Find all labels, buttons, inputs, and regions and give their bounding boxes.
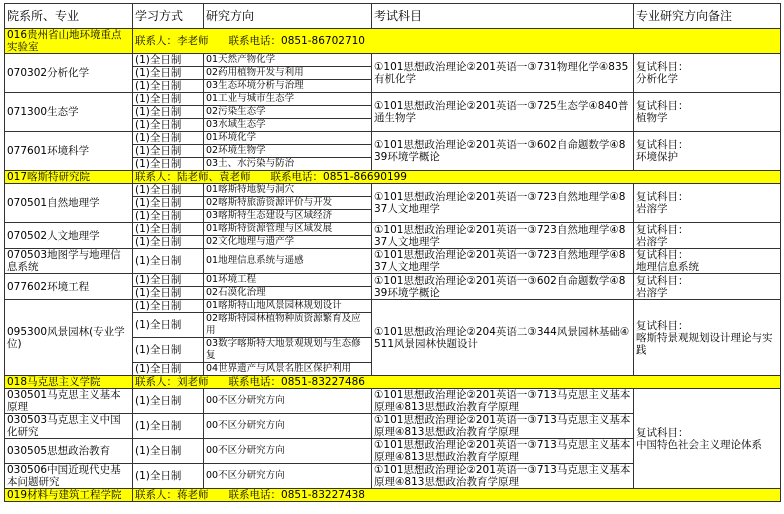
header-row <box>5 4 781 29</box>
note-title: 复试科目： <box>636 249 689 261</box>
note-title: 复试科目： <box>636 319 689 332</box>
research-direction: 02污染生态学 <box>204 106 372 119</box>
note-text: 地理信息系统 <box>636 261 699 273</box>
exam-subjects: ①101思想政治理论②201英语一③713马克思主义基本原理④813思想政治教育学原理 <box>372 389 634 414</box>
header-direction: 研究方向 <box>204 4 372 29</box>
research-direction: 02石漠化治理 <box>204 287 372 300</box>
research-direction: 00不区分研究方向 <box>204 464 372 489</box>
note-text: 岩溶学 <box>636 203 668 215</box>
note-title: 复试科目： <box>636 139 689 151</box>
exam-subjects: ①101思想政治理论②201英语一③713马克思主义基本原理④813思想政治教育学原理 <box>372 439 634 464</box>
dept-row <box>5 376 781 389</box>
major-name: 030501马克思主义基本原理 <box>5 389 133 414</box>
study-mode: (1)全日制 <box>133 464 204 489</box>
major-note <box>634 184 781 223</box>
exam-subjects: ①101思想政治理论②204英语二③344风景园林基础④511风景园林快题设计 <box>372 300 634 376</box>
exam-subjects: ①101思想政治理论②201英语一③731物理化学④835有机化学 <box>372 54 634 93</box>
dept-row <box>5 29 781 54</box>
major-note <box>634 132 781 171</box>
study-mode: (1)全日制 <box>133 184 204 197</box>
note-text: 喀斯特景观规划设计理论与实践 <box>636 331 773 356</box>
study-mode: (1)全日制 <box>133 287 204 300</box>
research-direction: 01地理信息系统与遥感 <box>204 249 372 274</box>
study-mode: (1)全日制 <box>133 223 204 236</box>
study-mode: (1)全日制 <box>133 132 204 145</box>
research-direction: 00不区分研究方向 <box>204 439 372 464</box>
major-name: 030505思想政治教育 <box>5 439 133 464</box>
dept-name: 019材料与建筑工程学院 <box>5 489 133 502</box>
study-mode: (1)全日制 <box>133 93 204 106</box>
header-note: 专业研究方向备注 <box>634 4 781 29</box>
table-row <box>5 132 781 145</box>
major-name: 071300生态学 <box>5 93 133 132</box>
note-title: 复试科目： <box>636 426 689 439</box>
study-mode: (1)全日制 <box>133 414 204 439</box>
research-direction: 03数字喀斯特大地景观规划与生态修复 <box>204 338 372 363</box>
note-title: 复试科目： <box>636 274 689 287</box>
major-name: 070502人文地理学 <box>5 223 133 249</box>
table-row <box>5 389 781 414</box>
research-direction: 01喀斯特地貌与洞穴 <box>204 184 372 197</box>
research-direction: 02文化地理与遗产学 <box>204 236 372 249</box>
table-row <box>5 54 781 67</box>
note-text: 植物学 <box>636 112 668 124</box>
exam-subjects: ①101思想政治理论②201英语一③713马克思主义基本原理④813思想政治教育学原理 <box>372 464 634 489</box>
major-name: 030506中国近现代史基本问题研究 <box>5 464 133 489</box>
study-mode: (1)全日制 <box>133 300 204 313</box>
table-row <box>5 93 781 106</box>
major-note <box>634 274 781 300</box>
major-name: 070501自然地理学 <box>5 184 133 223</box>
study-mode: (1)全日制 <box>133 338 204 363</box>
exam-subjects: ①101思想政治理论②201英语一③713马克思主义基本原理④813思想政治教育学原理 <box>372 414 634 439</box>
note-title: 复试科目： <box>636 61 689 73</box>
research-direction: 02环境生物学 <box>204 145 372 158</box>
dept-row <box>5 489 781 502</box>
major-note <box>634 389 781 489</box>
research-direction: 00不区分研究方向 <box>204 414 372 439</box>
study-mode: (1)全日制 <box>133 274 204 287</box>
research-direction: 02喀斯特旅游资源评价与开发 <box>204 197 372 210</box>
header-mode: 学习方式 <box>133 4 204 29</box>
study-mode: (1)全日制 <box>133 197 204 210</box>
table-row <box>5 274 781 287</box>
major-name: 070503地图学与地理信息系统 <box>5 249 133 274</box>
study-mode: (1)全日制 <box>133 210 204 223</box>
research-direction: 03生态环境分析与治理 <box>204 80 372 93</box>
major-note <box>634 54 781 93</box>
study-mode: (1)全日制 <box>133 54 204 67</box>
research-direction: 04世界遗产与风景名胜区保护利用 <box>204 363 372 376</box>
research-direction: 01喀斯特山地风景园林规划设计 <box>204 300 372 313</box>
study-mode: (1)全日制 <box>133 439 204 464</box>
exam-subjects: ①101思想政治理论②201英语一③602自命题数学④839环境学概论 <box>372 274 634 300</box>
research-direction: 01环境化学 <box>204 132 372 145</box>
research-direction: 01喀斯特资源管理与区域发展 <box>204 223 372 236</box>
major-name: 077602环境工程 <box>5 274 133 300</box>
note-text: 岩溶学 <box>636 286 668 299</box>
study-mode: (1)全日制 <box>133 106 204 119</box>
header-exam: 考试科目 <box>372 4 634 29</box>
study-mode: (1)全日制 <box>133 119 204 132</box>
research-direction: 03土、水污染与防治 <box>204 158 372 171</box>
study-mode: (1)全日制 <box>133 80 204 93</box>
table-row <box>5 184 781 197</box>
header-dept-major: 院系所、专业 <box>5 4 133 29</box>
major-name: 070302分析化学 <box>5 54 133 93</box>
study-mode: (1)全日制 <box>133 249 204 274</box>
study-mode: (1)全日制 <box>133 389 204 414</box>
research-direction: 01天然产物化学 <box>204 54 372 67</box>
major-name: 095300风景园林(专业学位) <box>5 300 133 376</box>
exam-subjects: ①101思想政治理论②201英语一③723自然地理学④837人文地理学 <box>372 223 634 249</box>
study-mode: (1)全日制 <box>133 313 204 338</box>
major-name: 030503马克思主义中国化研究 <box>5 414 133 439</box>
note-text: 中国特色社会主义理论体系 <box>636 438 762 451</box>
note-text: 岩溶学 <box>636 235 668 248</box>
study-mode: (1)全日制 <box>133 363 204 376</box>
research-direction: 01工业与城市生态学 <box>204 93 372 106</box>
major-note <box>634 249 781 274</box>
dept-contact: 联系人：李老师 联系电话：0851-86702710 <box>133 29 781 54</box>
dept-name: 016贵州省山地环境重点实验室 <box>5 29 133 54</box>
research-direction: 02药用植物开发与利用 <box>204 67 372 80</box>
dept-name: 017喀斯特研究院 <box>5 171 133 184</box>
study-mode: (1)全日制 <box>133 158 204 171</box>
research-direction: 02喀斯特园林植物种质资源繁育及应用 <box>204 313 372 338</box>
table-row <box>5 223 781 236</box>
exam-subjects: ①101思想政治理论②201英语一③723自然地理学④837人文地理学 <box>372 249 634 274</box>
exam-subjects: ①101思想政治理论②201英语一③602自命题数学④839环境学概论 <box>372 132 634 171</box>
note-title: 复试科目： <box>636 100 689 112</box>
note-text: 分析化学 <box>636 73 678 85</box>
note-title: 复试科目： <box>636 191 689 203</box>
major-note <box>634 223 781 249</box>
research-direction: 03水域生态学 <box>204 119 372 132</box>
dept-contact: 联系人：蒋老师 联系电话：0851-83227438 <box>133 489 781 502</box>
table-row <box>5 249 781 274</box>
table-row <box>5 300 781 313</box>
research-direction: 03喀斯特生态建设与区域经济 <box>204 210 372 223</box>
dept-contact: 联系人：陆老师、袁老师 联系电话：0851-86690199 <box>133 171 781 184</box>
admissions-table <box>4 3 781 502</box>
note-title: 复试科目： <box>636 223 689 236</box>
study-mode: (1)全日制 <box>133 145 204 158</box>
note-text: 环境保护 <box>636 151 678 163</box>
exam-subjects: ①101思想政治理论②201英语一③723自然地理学④837人文地理学 <box>372 184 634 223</box>
research-direction: 01环境工程 <box>204 274 372 287</box>
exam-subjects: ①101思想政治理论②201英语一③725生态学④840普通生物学 <box>372 93 634 132</box>
dept-contact: 联系人：刘老师 联系电话：0851-83227486 <box>133 376 781 389</box>
major-note <box>634 93 781 132</box>
study-mode: (1)全日制 <box>133 236 204 249</box>
dept-row <box>5 171 781 184</box>
research-direction: 00不区分研究方向 <box>204 389 372 414</box>
study-mode: (1)全日制 <box>133 67 204 80</box>
dept-name: 018马克思主义学院 <box>5 376 133 389</box>
major-note <box>634 300 781 376</box>
major-name: 077601环境科学 <box>5 132 133 171</box>
